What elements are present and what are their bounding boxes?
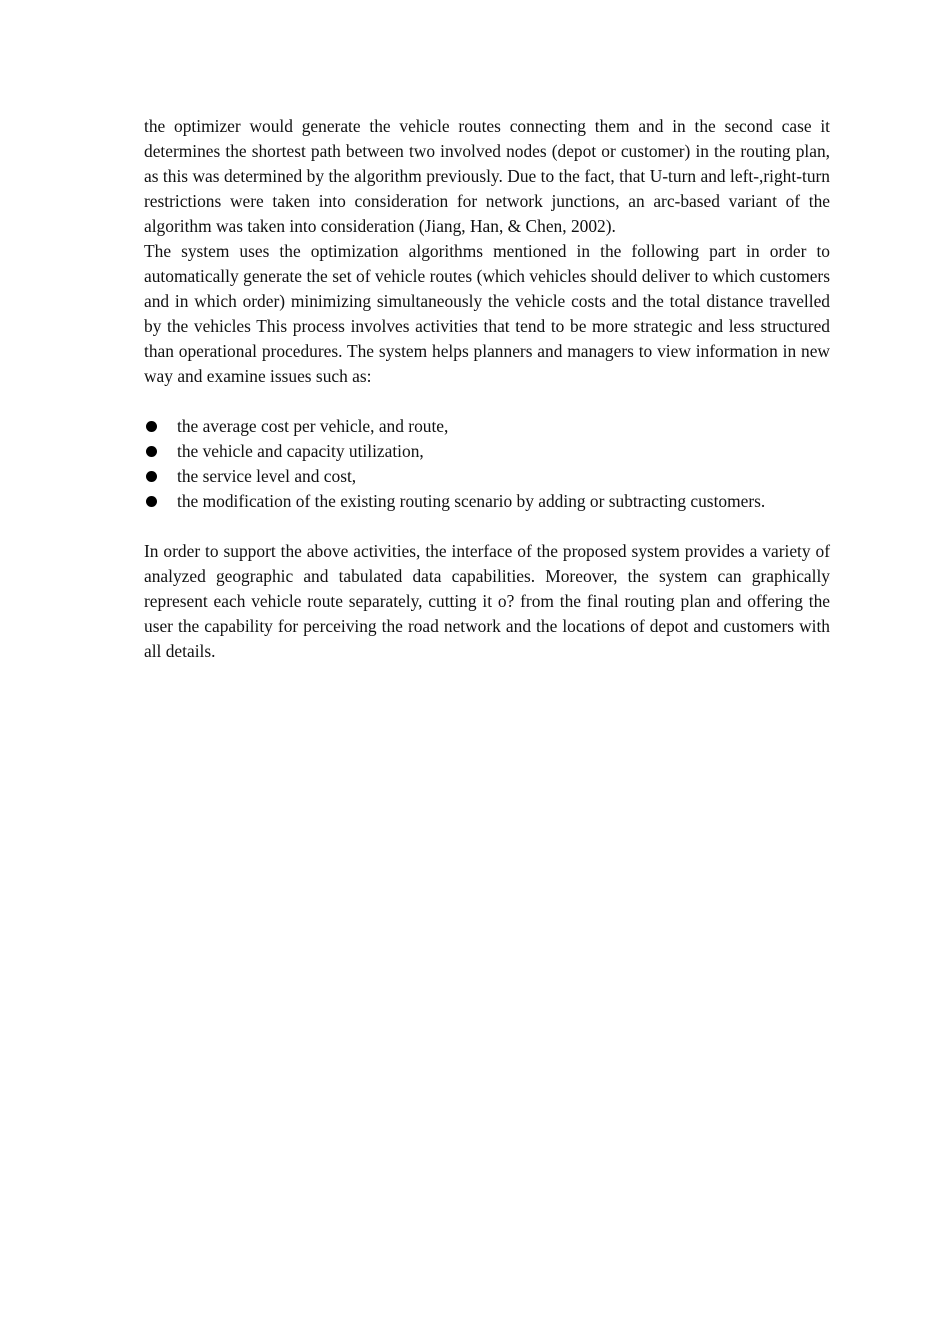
list-item [144, 439, 806, 464]
list-item [144, 414, 806, 439]
list-item [144, 489, 806, 514]
list-item-text: the modification of the existing routing scenario by adding or subtracting customers. [177, 491, 766, 511]
list-item [144, 464, 806, 489]
issues-bullet-list [144, 414, 830, 514]
paragraph-system-overview: The system uses the optimization algorithms mentioned in the following part in order to automatically generate the set of vehicle routes (which vehicles should deliver to which customers and in which order) minimizing simultaneously the vehicle costs and the total distance travelled by the vehicles This process involves activities that tend to be more strategic and less structured than operational procedures. The system helps planners and managers to view information in new way and examine issues such as: [144, 241, 830, 386]
paragraph-routing-optimizer: the optimizer would generate the vehicle routes connecting them and in the second case it determines the shortest path between two involved nodes (depot or customer) in the routing plan, as this was determined by the algorithm previously. Due to the fact, that U-turn and left-,right-turn restrictions were taken into consideration for network junctions, an arc-based variant of the algorithm was taken into consideration (Jiang, Han, & Chen, 2002). [144, 116, 830, 236]
bullet-icon [146, 421, 157, 432]
paragraph-interface-capabilities: In order to support the above activities, the interface of the proposed system provides a variety of analyzed geographic and tabulated data capabilities. Moreover, the system can graphically represent each vehicle route separately, cutting it o? from the final routing plan and offering the user the capability for perceiving the road network and the locations of depot and customers with all details. [144, 541, 830, 661]
list-item-text: the vehicle and capacity utilization, [177, 441, 424, 461]
document-body [144, 114, 830, 664]
list-item-text: the service level and cost, [177, 466, 357, 486]
list-item-text: the average cost per vehicle, and route, [177, 416, 449, 436]
bullet-icon [146, 471, 157, 482]
bullet-icon [146, 446, 157, 457]
bullet-icon [146, 496, 157, 507]
